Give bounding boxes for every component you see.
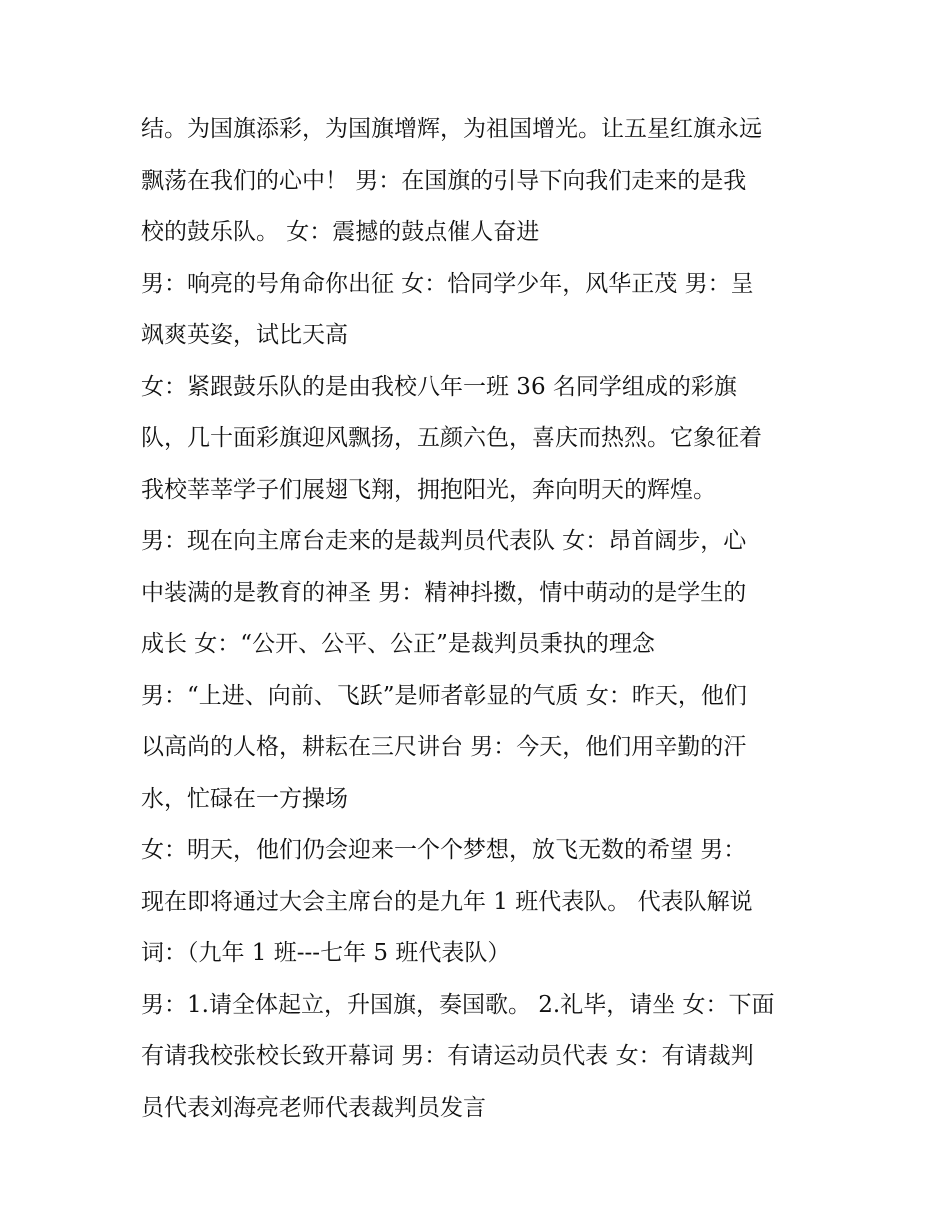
- text-line: 员代表刘海亮老师代表裁判员发言: [141, 1094, 486, 1121]
- text-line: 有请我校张校长致开幕词 男：有请运动员代表 女：有请裁判: [141, 1043, 754, 1069]
- text-line: 飒爽英姿，试比天高: [141, 322, 348, 348]
- text-line: 队，几十面彩旗迎风飘扬，五颜六色，喜庆而热烈。它象征着: [141, 425, 762, 451]
- text-line: 飘荡在我们的心中！ 男：在国旗的引导下向我们走来的是我: [141, 167, 747, 194]
- text-line: 我校莘莘学子们展翅飞翔，拥抱阳光，奔向明天的辉煌。: [141, 476, 716, 503]
- text-line: 结。为国旗添彩，为国旗增辉，为祖国增光。让五星红旗永远: [141, 116, 762, 142]
- text-line: 水，忙碌在一方操场: [141, 785, 348, 812]
- text-line: 女：明天，他们仍会迎来一个个梦想，放飞无数的希望 男：: [141, 837, 747, 863]
- text-line: 词：（九年 1 班---七年 5 班代表队）: [141, 940, 511, 966]
- text-line: 男：现在向主席台走来的是裁判员代表队 女：昂首阔步，心: [141, 528, 747, 554]
- text-line: 校的鼓乐队。 女：震撼的鼓点催人奋进: [141, 219, 540, 245]
- text-line: 女：紧跟鼓乐队的是由我校八年一班 36 名同学组成的彩旗: [141, 373, 737, 400]
- text-line: 男：“上进、向前、飞跃”是师者彰显的气质 女：昨天，他们: [141, 682, 747, 709]
- text-line: 现在即将通过大会主席台的是九年 1 班代表队。 代表队解说: [141, 888, 753, 915]
- text-line: 男：响亮的号角命你出征 女：恰同学少年，风华正茂 男：呈: [141, 270, 754, 297]
- text-line: 中装满的是教育的神圣 男：精神抖擞，情中萌动的是学生的: [141, 579, 747, 606]
- document-body: [141, 104, 821, 1134]
- text-line: 以高尚的人格，耕耘在三尺讲台 男：今天，他们用辛勤的汗: [141, 734, 747, 760]
- text-line: 成长 女：“公开、公平、公正”是裁判员秉执的理念: [141, 631, 655, 657]
- text-line: 男：1.请全体起立，升国旗，奏国歌。 2.礼毕，请坐 女：下面: [141, 991, 775, 1018]
